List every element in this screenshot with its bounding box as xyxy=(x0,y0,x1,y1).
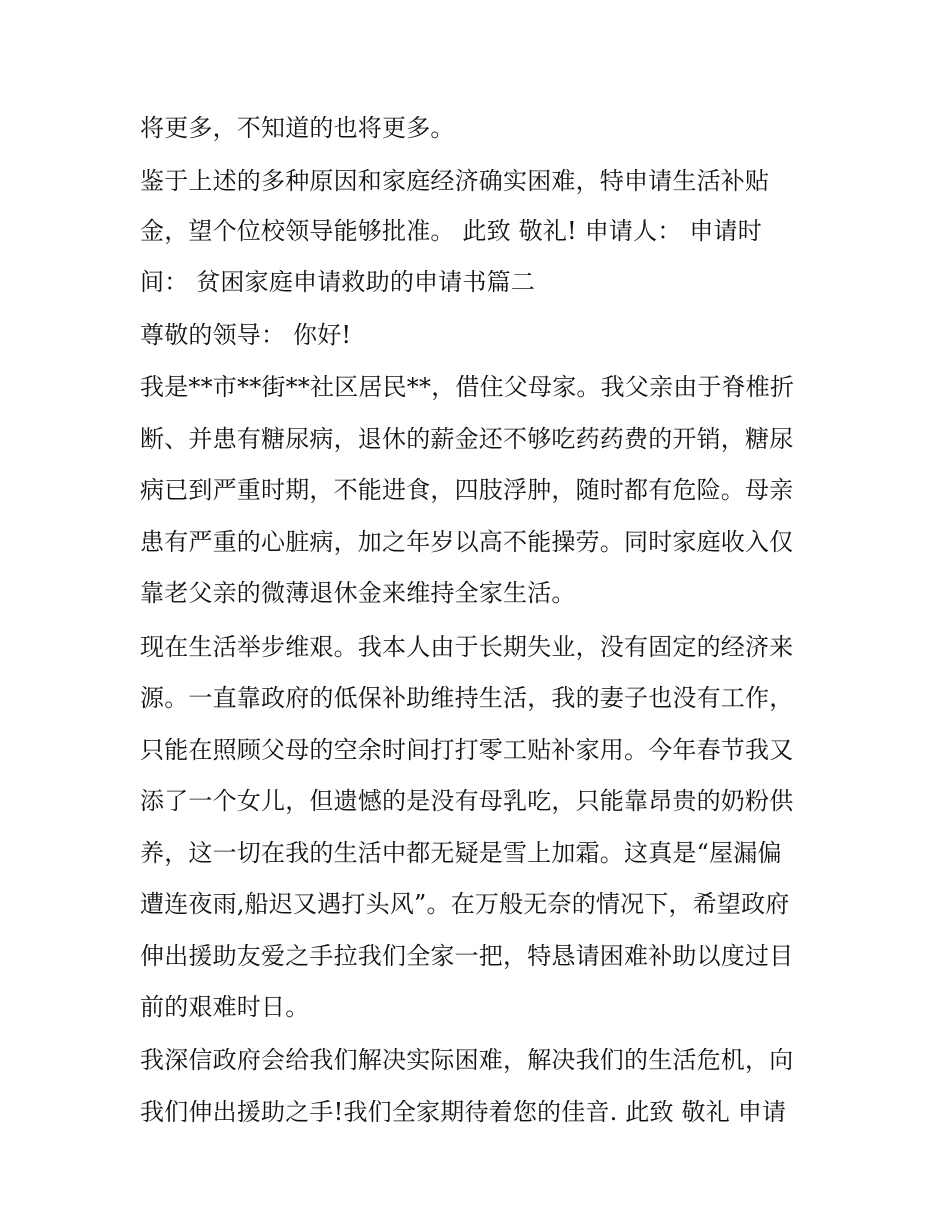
text-line: 添了一个女儿，但遗憾的是没有母乳吃，只能靠昂贵的奶粉供 xyxy=(140,787,794,815)
text-line: 患有严重的心脏病，加之年岁以高不能操劳。同时家庭收入仅 xyxy=(140,528,794,556)
text-line: 鉴于上述的多种原因和家庭经济确实困难，特申请生活补贴 xyxy=(140,167,770,195)
text-line: 金，望个位校领导能够批准。 此致 敬礼! 申请人： 申请时 xyxy=(140,217,762,245)
text-line: 尊敬的领导： 你好! xyxy=(140,321,352,349)
text-line: 将更多，不知道的也将更多。 xyxy=(140,114,455,142)
text-line: 只能在照顾父母的空余时间打打零工贴补家用。今年春节我又 xyxy=(140,736,794,764)
text-line: 遭连夜雨,船迟又遇打头风”。在万般无奈的情况下，希望政府 xyxy=(140,890,790,918)
text-line: 我是**市**街**社区居民**，借住父母家。我父亲由于脊椎折 xyxy=(140,373,795,401)
text-line: 源。一直靠政府的低保补助维持生活，我的妻子也没有工作， xyxy=(140,684,794,712)
text-line: 前的艰难时日。 xyxy=(140,993,310,1021)
text-line: 间： 贫困家庭申请救助的申请书篇二 xyxy=(140,268,536,296)
text-line: 靠老父亲的微薄退休金来维持全家生活。 xyxy=(140,579,576,607)
text-line: 养，这一切在我的生活中都无疑是雪上加霜。这真是“屋漏偏 xyxy=(140,839,782,867)
text-line: 病已到严重时期，不能进食，四肢浮肿，随时都有危险。母亲 xyxy=(140,476,794,504)
text-line: 伸出援助友爱之手拉我们全家一把，特恳请困难补助以度过目 xyxy=(140,942,794,970)
text-line: 断、并患有糖尿病，退休的薪金还不够吃药药费的开销，糖尿 xyxy=(140,425,794,453)
text-line: 现在生活举步维艰。我本人由于长期失业，没有固定的经济来 xyxy=(140,633,794,661)
text-line: 我们伸出援助之手!我们全家期待着您的佳音. 此致 敬礼 申请 xyxy=(140,1098,787,1126)
text-line: 我深信政府会给我们解决实际困难，解决我们的生活危机，向 xyxy=(140,1046,794,1074)
